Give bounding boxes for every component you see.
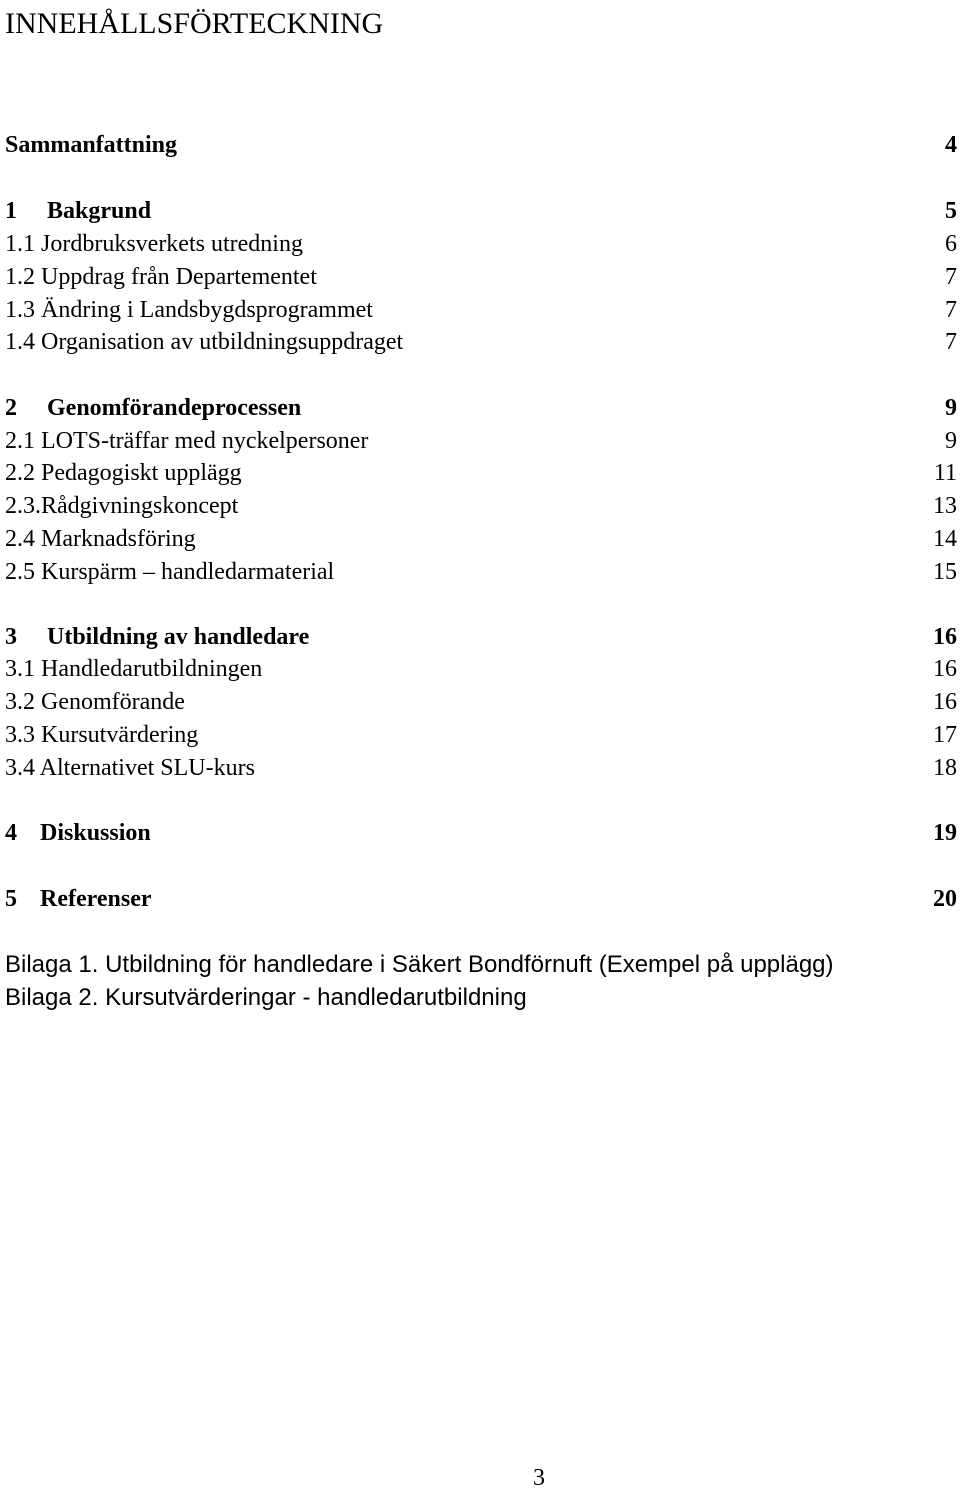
toc-entry-referenser[interactable]	[5, 883, 957, 916]
toc-entry-genomforandeprocessen[interactable]	[5, 392, 957, 425]
toc-entry-1-2[interactable]	[5, 261, 957, 294]
toc-entry-page: 7	[945, 329, 957, 355]
toc-entry-2-3[interactable]	[5, 490, 957, 523]
toc-entry-label: 2.2 Pedagogiskt upplägg	[5, 460, 242, 486]
toc-entry-diskussion[interactable]	[5, 817, 957, 850]
toc-entry-label: 1.3 Ändring i Landsbygdsprogrammet	[5, 297, 373, 323]
toc-entry-label: 1.1 Jordbruksverkets utredning	[5, 231, 303, 257]
toc-entry-page: 6	[945, 231, 957, 257]
toc-entry-utbildning-av-handledare[interactable]	[5, 621, 957, 654]
toc-entry-1-3[interactable]	[5, 294, 957, 327]
toc-entry-page: 20	[933, 886, 957, 912]
toc-entry-label: 3.1 Handledarutbildningen	[5, 656, 263, 682]
toc-entry-page: 11	[933, 460, 957, 486]
toc-entry-label: 1.4 Organisation av utbildningsuppdraget	[5, 329, 404, 355]
toc-title: INNEHÅLLSFÖRTECKNING	[5, 7, 384, 40]
toc-entry-number: 5	[5, 886, 17, 912]
toc-entry-page: 9	[945, 395, 957, 421]
page-number: 3	[533, 1465, 545, 1491]
toc-entry-page: 17	[933, 722, 957, 748]
toc-entry-page: 19	[933, 820, 957, 846]
toc-entry-page: 5	[945, 198, 957, 224]
toc-entry-page: 15	[933, 559, 957, 585]
toc-entry-label: 2.4 Marknadsföring	[5, 526, 196, 552]
toc-entry-label: 2.1 LOTS-träffar med nyckelpersoner	[5, 428, 369, 454]
toc-entry-3-3[interactable]	[5, 719, 957, 752]
toc-entry-number: 1	[5, 198, 17, 224]
toc-entry-page: 14	[933, 526, 957, 552]
toc-entry-number: 4	[5, 820, 17, 846]
toc-entry-sammanfattning[interactable]	[5, 129, 957, 162]
toc-entry-label: Utbildning av handledare	[47, 624, 310, 650]
toc-entry-2-5[interactable]	[5, 556, 957, 589]
toc-entry-label: Genomförandeprocessen	[47, 395, 302, 421]
toc-entry-3-1[interactable]	[5, 653, 957, 686]
toc-entry-page: 18	[933, 755, 957, 781]
toc-entry-page: 16	[933, 689, 957, 715]
toc-entry-label: 2.3.Rådgivningskoncept	[5, 493, 239, 519]
toc-entry-page: 16	[933, 656, 957, 682]
toc-entry-page: 13	[933, 493, 957, 519]
toc-entry-bakgrund[interactable]	[5, 195, 957, 228]
toc-entry-page: 4	[945, 132, 957, 158]
toc-entry-number: 2	[5, 395, 17, 421]
toc-entry-2-1[interactable]	[5, 425, 957, 458]
toc-entry-page: 9	[945, 428, 957, 454]
toc-entry-label: 3.2 Genomförande	[5, 689, 185, 715]
toc-entry-label: Bakgrund	[47, 198, 152, 224]
toc-entry-3-2[interactable]	[5, 686, 957, 719]
toc-entry-label: Sammanfattning	[5, 132, 178, 158]
toc-entry-label: Diskussion	[40, 820, 151, 846]
toc-entry-1-1[interactable]	[5, 228, 957, 261]
toc-entry-2-2[interactable]	[5, 457, 957, 490]
toc-entry-label: 1.2 Uppdrag från Departementet	[5, 264, 317, 290]
toc-entry-3-4[interactable]	[5, 752, 957, 785]
toc-entry-page: 16	[933, 624, 957, 650]
toc-entry-page: 7	[945, 297, 957, 323]
toc-entry-label: 3.3 Kursutvärdering	[5, 722, 199, 748]
appendix-1[interactable]: Bilaga 1. Utbildning för handledare i Säkert Bondförnuft (Exempel på upplägg)	[5, 951, 834, 978]
appendix-2[interactable]: Bilaga 2. Kursutvärderingar - handledarutbildning	[5, 984, 527, 1011]
toc-entry-label: 2.5 Kurspärm – handledarmaterial	[5, 559, 335, 585]
toc-entry-number: 3	[5, 624, 17, 650]
toc-entry-2-4[interactable]	[5, 523, 957, 556]
toc-entry-label: Referenser	[40, 886, 152, 912]
toc-entry-label: 3.4 Alternativet SLU-kurs	[5, 755, 255, 781]
toc-entry-page: 7	[945, 264, 957, 290]
toc-entry-1-4[interactable]	[5, 326, 957, 359]
